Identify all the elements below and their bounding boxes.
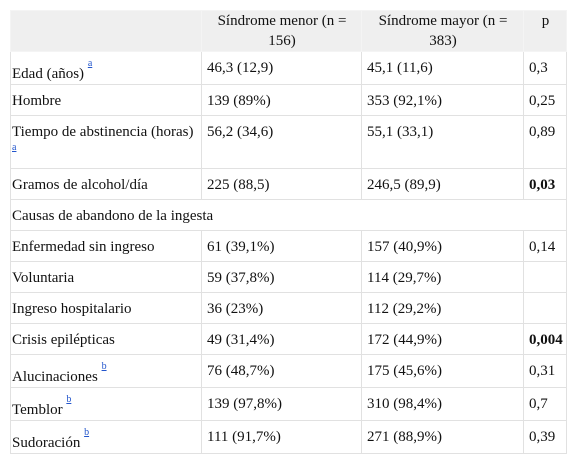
value-cell-menor: 225 (88,5) [202, 169, 362, 200]
header-cell-p: p [524, 11, 567, 52]
value-cell-mayor: 172 (44,9%) [362, 324, 524, 355]
p-value-cell: 0,14 [524, 231, 567, 262]
results-table [10, 10, 567, 454]
p-value-cell: 0,25 [524, 85, 567, 116]
row-label-cell [11, 85, 202, 116]
row-label: Hombre [12, 93, 62, 109]
p-value-cell [524, 293, 567, 324]
row-label: Tiempo de abstinencia (horas) [12, 124, 194, 140]
value-cell-menor: 56,2 (34,6) [202, 116, 362, 169]
row-label-cell [11, 355, 202, 388]
header-cell-sindrome-menor: Síndrome menor (n = 156) [202, 11, 362, 52]
table-row [11, 116, 567, 169]
table-header [11, 11, 567, 52]
table-row [11, 52, 567, 85]
table-row [11, 85, 567, 116]
table-row [11, 355, 567, 388]
footnote-link[interactable]: b [66, 394, 72, 405]
table-body [11, 52, 567, 454]
value-cell-menor: 46,3 (12,9) [202, 52, 362, 85]
table-row [11, 324, 567, 355]
value-cell-mayor: 45,1 (11,6) [362, 52, 524, 85]
value-cell-mayor: 114 (29,7%) [362, 262, 524, 293]
table-row [11, 293, 567, 324]
value-cell-menor: 49 (31,4%) [202, 324, 362, 355]
header-cell-blank [11, 11, 202, 52]
row-label-cell [11, 116, 202, 169]
row-label: Alucinaciones [12, 369, 98, 385]
value-cell-menor: 139 (89%) [202, 85, 362, 116]
footnote-link[interactable]: b [84, 427, 90, 438]
p-value-cell: 0,89 [524, 116, 567, 169]
p-value-cell: 0,3 [524, 52, 567, 85]
p-value-cell: 0,004 [524, 324, 567, 355]
table-container [10, 10, 566, 454]
footnote-link[interactable]: b [101, 361, 107, 372]
row-label-cell [11, 169, 202, 200]
value-cell-mayor: 157 (40,9%) [362, 231, 524, 262]
row-label-cell [11, 388, 202, 421]
row-label-cell [11, 231, 202, 262]
section-row [11, 200, 567, 231]
value-cell-menor: 111 (91,7%) [202, 421, 362, 454]
section-heading: Causas de abandono de la ingesta [11, 200, 567, 231]
row-label-cell [11, 324, 202, 355]
header-row [11, 11, 567, 52]
row-label: Temblor [12, 402, 63, 418]
row-label: Edad (años) [12, 66, 85, 82]
row-label-cell [11, 262, 202, 293]
value-cell-menor: 139 (97,8%) [202, 388, 362, 421]
table-row [11, 388, 567, 421]
p-value-cell: 0,03 [524, 169, 567, 200]
table-row [11, 169, 567, 200]
p-value-cell: 0,7 [524, 388, 567, 421]
table-row [11, 231, 567, 262]
value-cell-menor: 59 (37,8%) [202, 262, 362, 293]
row-label: Ingreso hospitalario [12, 301, 132, 317]
value-cell-mayor: 55,1 (33,1) [362, 116, 524, 169]
value-cell-mayor: 353 (92,1%) [362, 85, 524, 116]
value-cell-mayor: 175 (45,6%) [362, 355, 524, 388]
footnote-link[interactable]: a [12, 142, 17, 153]
row-label: Gramos de alcohol/día [12, 177, 148, 193]
p-value-cell: 0,39 [524, 421, 567, 454]
row-label: Enfermedad sin ingreso [12, 239, 155, 255]
value-cell-menor: 36 (23%) [202, 293, 362, 324]
row-label-cell [11, 293, 202, 324]
footnote-link[interactable]: a [87, 58, 93, 69]
value-cell-mayor: 112 (29,2%) [362, 293, 524, 324]
p-value-cell: 0,31 [524, 355, 567, 388]
row-label: Voluntaria [12, 270, 75, 286]
header-cell-sindrome-mayor: Síndrome mayor (n = 383) [362, 11, 524, 52]
row-label: Sudoración [12, 435, 81, 451]
value-cell-mayor: 310 (98,4%) [362, 388, 524, 421]
table-row [11, 262, 567, 293]
value-cell-mayor: 271 (88,9%) [362, 421, 524, 454]
row-label-cell [11, 52, 202, 85]
value-cell-mayor: 246,5 (89,9) [362, 169, 524, 200]
p-value-cell [524, 262, 567, 293]
row-label: Crisis epilépticas [12, 332, 115, 348]
value-cell-menor: 76 (48,7%) [202, 355, 362, 388]
value-cell-menor: 61 (39,1%) [202, 231, 362, 262]
